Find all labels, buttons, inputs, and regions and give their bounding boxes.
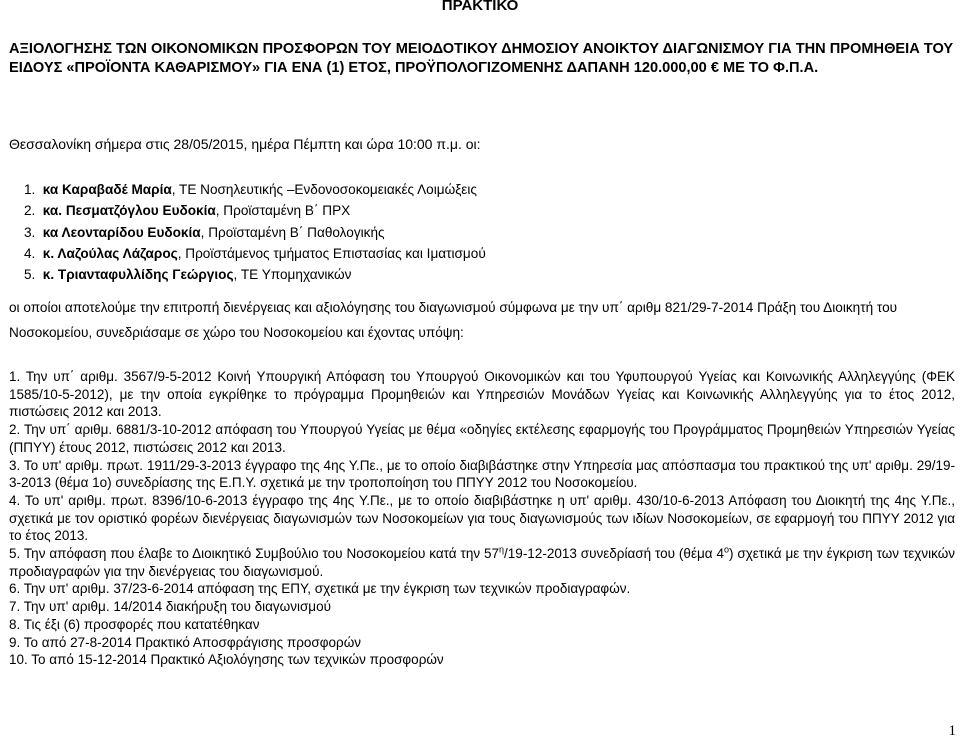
consideration-item: 2. Την υπ΄ αριθμ. 6881/3-10-2012 απόφαση του Υπουργού Υγείας με θέμα «οδηγίες εκτέλεσης εφαρμογής του Προγράμματος Προμηθειών Υπηρεσιών Υγείας (ΠΠΥΥ) έτους 2012, πιστώσεις 2012 και 2013. [9,422,955,455]
item-text: ) σχετικά με την έγκριση των τεχνικών προδιαγραφών για την διενέργειας του διαγωνισμού. [9,546,956,579]
consideration-item: 3. Το υπ' αριθμ. πρωτ. 1911/29-3-2013 έγγραφο της 4ης Υ.Πε., με το οποίο διαβιβάστηκε στην Υπηρεσία μας απόσπασμα του πρακτικού της υπ' αριθμ. 29/19-3-2013 (θέμα 1ο) συνεδρίασης της Ε.Π.Υ. σχετικά με την τροποποίηση του ΠΠΥΥ 2012 του Νοσοκομείου. [9,457,955,491]
member-name: κα. Πεσματζόγλου Ευδοκία [42,203,216,219]
document-title: ΠΡΑΚΤΙΚΟ [441,0,519,14]
consideration-item: 1. Την υπ΄ αριθμ. 3567/9-5-2012 Κοινή Υπουργική Απόφαση του Υπουργού Οικονομικών και του Υφυπουργού Υγείας και Κοινωνικής Αλληλεγγύης (ΦΕΚ 1585/10-5-2012), με την οποία εγκρίθηκε το πρόγραμμα Προμηθειών και Υπηρεσιών Μονάδων Υγείας και Κοινωνικής Αλληλεγγύης για το έτος 2012, πιστώσεις 2012 και 2013. [9,369,955,420]
body-paragraph: οι οποίοι αποτελούμε την επιτροπή διενέργειας και αξιολόγησης του διαγωνισμού σύμφωνα με την υπ΄ αριθμ 821/29-7-2014 Πράξη του Διοικητή του Νοσοκομείου, συνεδριάσαμε σε χώρο του Νοσοκομείου και έχοντας υπόψη: [9,300,898,340]
member-number: 1. [24,182,36,197]
committee-member [24,264,486,285]
committee-member [24,200,486,221]
member-name: κ. Τριανταφυλλίδης Γεώργιος [42,267,234,283]
consideration-item: 10. Το από 15-12-2014 Πρακτικό Αξιολόγησης των τεχνικών προσφορών [9,652,444,668]
member-number: 2. [24,203,36,219]
superscript: η [499,544,505,555]
committee-member [24,222,486,243]
member-name: κα Λεονταρίδου Ευδοκία [42,224,201,240]
considerations-list [9,368,955,669]
member-name: κα Καραβαδέ Μαρία [42,182,172,197]
member-role: , ΤΕ Υπομηχανικών [233,267,352,283]
consideration-item: 9. Το από 27-8-2014 Πρακτικό Αποσφράγισης προσφορών [9,634,361,650]
member-name: κ. Λαζούλας Λάζαρος [42,245,178,261]
consideration-item [9,545,955,580]
superscript: ο [723,544,729,555]
committee-member [24,179,486,200]
consideration-item: 8. Τις έξι (6) προσφορές που κατατέθηκαν [9,616,260,632]
committee-member-list [24,179,486,285]
committee-member [24,243,486,264]
member-role: , ΤΕ Νοσηλευτικής –Ενδονοσοκομειακές Λοιμώξεις [171,182,477,197]
consideration-item: 6. Την υπ' αριθμ. 37/23-6-2014 απόφαση της ΕΠΥ, σχετικά με την έγκριση των τεχνικών προδιαγραφών. [9,581,631,597]
consideration-item: 7. Την υπ' αριθμ. 14/2014 διακήρυξη του διαγωνισμού [9,599,331,615]
consideration-item: 4. Το υπ' αριθμ. πρωτ. 8396/10-6-2013 έγγραφο της 4ης Υ.Πε., με το οποίο διαβιβάστηκε η υπ' αριθμ. 430/10-6-2013 Απόφαση του Διοικητή της 4ης Υ.Πε., σχετικά με τον οριστικό φορέων διενέργειας διαγωνισμών των Νοσοκομείων για τους διαγωνισμούς των ιδίων Νοσοκομείων, σε εφαρμογή του ΠΠΥΥ 2012 για το έτος 2013. [9,492,955,544]
member-role: , Προϊστάμενος τμήματος Επιστασίας και Ιματισμού [177,245,486,261]
page-number: 1 [948,723,956,739]
intro-line: Θεσσαλονίκη σήμερα στις 28/05/2015, ημέρα Πέμπτη και ώρα 10:00 π.μ. οι: [9,136,481,152]
member-number: 5. [24,267,36,283]
item-text: /19-12-2013 συνεδρίασή του (θέμα 4 [504,546,724,562]
member-role: , Προϊσταμένη Β΄ ΠΡΧ [215,203,351,219]
item-text: 5. Την απόφαση που έλαβε το Διοικητικό Συμβούλιο του Νοσοκομείου κατά την 57 [9,546,500,562]
document-heading: ΑΞΙΟΛΟΓΗΣΗΣ ΤΩΝ ΟΙΚΟΝΟΜΙΚΩΝ ΠΡΟΣΦΟΡΩΝ ΤΟΥ ΜΕΙΟΔΟΤΙΚΟΥ ΔΗΜΟΣΙΟΥ ΑΝΟΙΚΤΟΥ ΔΙΑΓΩΝΙΣΜΟΥ ΓΙΑ ΤΗΝ ΠΡΟΜΗΘΕΙΑ ΤΟΥ ΕΙΔΟΥΣ «ΠΡΟΪΟΝΤΑ ΚΑΘΑΡΙΣΜΟΥ» ΓΙΑ ΕΝΑ (1) ΕΤΟΣ, ΠΡΟΫΠΟΛΟΓΙΖΟΜΕΝΗΣ ΔΑΠΑΝΗ 120.000,00 € ΜΕ ΤΟ Φ.Π.Α. [9,41,954,76]
member-number: 4. [24,245,36,261]
member-number: 3. [24,224,36,240]
member-role: , Προϊσταμένη Β΄ Παθολογικής [200,224,385,240]
